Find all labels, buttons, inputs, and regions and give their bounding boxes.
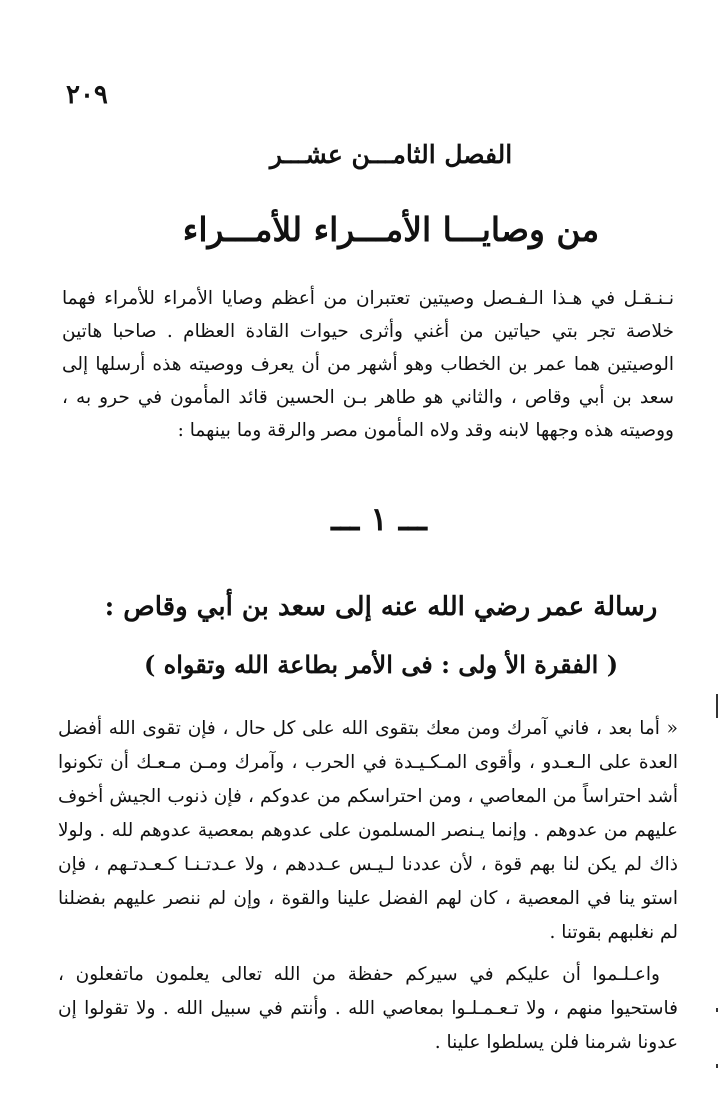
margin-mark <box>716 1064 718 1068</box>
section-number: ـــ ١ ـــ <box>331 500 427 538</box>
paragraph-title: ( الفقرة الأ ولى : فى الأمر بطاعة الله وتقواه ) <box>143 650 619 679</box>
margin-mark <box>716 1008 718 1012</box>
intro-paragraph: نـنـقـل في هـذا الـفـصل وصيتين تعتبران من أعظم وصايا الأمراء للأمراء فهما خلاصة تجر بتي حياتين من أغني وأثرى حيوات القادة العظام . صاحبا هاتين الوصيتين هما عمر بن الخطاب وهو أشهر من أن يعرف ووصيته هذه أرسلها إلى سعد بن أبي وقاص ، والثاني هو طاهر بـن الحسين قائد المأمون في حرو به ، ووصيته هذه وجهها لابنه وقد ولاه المأمون مصر والرقة وما بينهما : <box>62 288 674 441</box>
body-text <box>58 712 678 1068</box>
body-paragraph-2: واعـلـموا أن عليكم في سيركم حفظة من الله تعالى يعلمون ماتفعلون ، فاستحيوا منهم ، ولا تـعـمـلـوا بمعاصي الله . وأنتم في سبيل الله . ولا تقولوا إن عدونا شرمنا فلن يسلطوا علينا . <box>58 964 678 1053</box>
letter-title: رسالة عمر رضي الله عنه إلى سعد بن أبي وقاص : <box>104 592 658 622</box>
body-paragraph-1: « أما بعد ، فاني آمرك ومن معك بتقوى الله على كل حال ، فإن تقوى الله أفضل العدة على الـعـدو ، وأقوى المـكـيـدة في الحرب ، وآمرك ومـن مـعـك أن تكونوا أشد احتراساً من المعاصي ، ومن احتراسكم من عدوكم ، فإن ذنوب الجيش أخوف عليهم من عدوهم . وإنما يـنصر المسلمون على عدوهم بمعصية عدوهم لله . ولولا ذاك لم يكن لنا بهم قوة ، لأن عددنا لـيـس عـددهم ، ولا عـدتـنـا كـعـدتـهم ، فإن استو ينا في المعصية ، كان لهم الفضل علينا والقوة ، وإن لم ننصر عليهم بفضلنا لم نغلبهم بقوتنا . <box>58 718 678 943</box>
chapter-title: الفصل الثامـــن عشـــر <box>269 140 513 169</box>
page-number: ٢٠٩ <box>66 80 108 110</box>
main-title: من وصايـــا الأمـــراء للأمـــراء <box>182 210 600 249</box>
margin-mark <box>716 694 718 718</box>
